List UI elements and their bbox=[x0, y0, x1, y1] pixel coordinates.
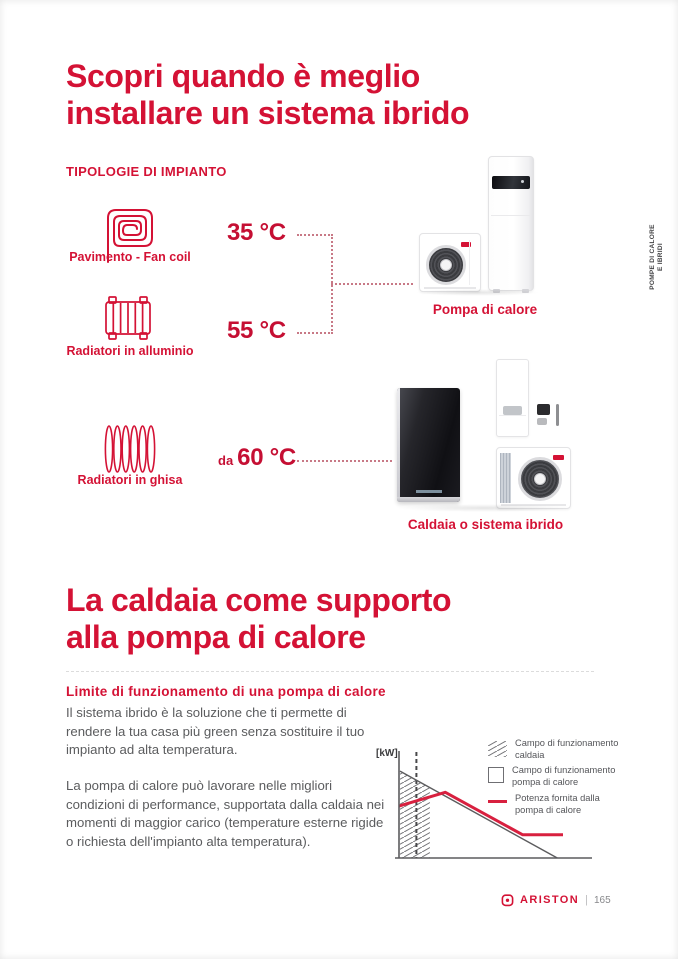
connector-line-to-heat-pump bbox=[331, 283, 413, 285]
display-dot bbox=[521, 180, 524, 183]
sensor-accessory bbox=[556, 404, 559, 426]
impianto-row-label: Pavimento - Fan coil bbox=[69, 250, 191, 264]
temperature-prefix: da bbox=[218, 453, 234, 468]
hybrid-outdoor-unit-image bbox=[496, 447, 571, 509]
side-tab-pompe-di-calore bbox=[649, 197, 665, 317]
temperature-value: 35 °C bbox=[227, 219, 286, 246]
fan-hub bbox=[440, 259, 452, 271]
temperature-value: 55 °C bbox=[227, 317, 286, 344]
aluminum-radiator-icon bbox=[102, 294, 154, 342]
side-tab-line2: E IBRIDI bbox=[657, 242, 664, 272]
section2-title-line1: La caldaia come supporto bbox=[66, 582, 452, 618]
product-shadow bbox=[415, 289, 540, 296]
red-line-swatch-icon bbox=[488, 800, 507, 803]
boiler-display bbox=[503, 406, 523, 415]
impianto-row-label: Radiatori in ghisa bbox=[77, 473, 183, 487]
section2-heading: Limite di funzionamento di una pompa di calore bbox=[66, 684, 386, 699]
page-number: 165 bbox=[593, 894, 611, 906]
legend-row bbox=[488, 765, 630, 788]
ariston-logo-icon bbox=[501, 893, 514, 907]
display-strip bbox=[492, 176, 530, 189]
chart-y-axis-label: [kW] bbox=[376, 748, 398, 759]
brand-name: ARISTON bbox=[520, 894, 580, 906]
tipologie-heading: TIPOLOGIE DI IMPIANTO bbox=[66, 164, 227, 179]
page-title-line2: installare un sistema ibrido bbox=[66, 95, 470, 131]
legend-row bbox=[488, 793, 619, 816]
boiler-display bbox=[416, 490, 442, 493]
boiler-edge bbox=[397, 388, 400, 502]
fan-grille bbox=[426, 245, 466, 285]
legend-label: Potenza fornita dalla pompa di calore bbox=[515, 793, 600, 815]
panel-seam bbox=[499, 415, 526, 416]
thermostat-accessory bbox=[537, 418, 547, 425]
footer-separator: | bbox=[585, 894, 588, 906]
cast-iron-radiator-icon bbox=[101, 422, 159, 476]
square-swatch-icon bbox=[488, 767, 504, 783]
connector-line-60c bbox=[297, 460, 392, 462]
side-tab-line1: POMPE DI CALORE bbox=[649, 224, 656, 290]
paragraph-2: La pompa di calore può lavorare nelle migliori condizioni di performance, supportata dalla caldaia nei momenti di maggior carico (temperature esterne rigide o richiesta dell'impianto alta temperatura). bbox=[66, 778, 385, 849]
wall-boiler-image bbox=[496, 359, 529, 437]
hatch-swatch-icon bbox=[488, 741, 507, 757]
black-boiler-image bbox=[397, 388, 460, 502]
page-title-line1: Scopri quando è meglio bbox=[66, 58, 420, 94]
impianto-row-label: Radiatori in alluminio bbox=[66, 344, 194, 358]
section-divider bbox=[66, 671, 594, 672]
thermostat-accessory bbox=[537, 404, 550, 415]
boiler-base bbox=[397, 497, 460, 502]
brand-badge bbox=[553, 455, 564, 460]
fan-hub bbox=[534, 473, 546, 485]
fan-grille bbox=[518, 457, 562, 501]
boiler-label: Caldaia o sistema ibrido bbox=[407, 517, 564, 532]
footer bbox=[501, 893, 611, 907]
page-title bbox=[66, 58, 469, 132]
heat-pump-outdoor-unit-image bbox=[419, 233, 481, 292]
heat-pump-label: Pompa di calore bbox=[432, 302, 538, 317]
side-fins bbox=[500, 453, 511, 503]
product-shadow bbox=[395, 504, 575, 512]
connector-line-35c bbox=[297, 234, 333, 236]
temperature-value: da 60 °C bbox=[218, 444, 296, 471]
legend-row bbox=[488, 738, 633, 761]
heat-pump-indoor-unit-image bbox=[488, 156, 534, 291]
panel-seam bbox=[469, 240, 470, 285]
section2-title bbox=[66, 582, 451, 656]
connector-line-55c bbox=[297, 332, 333, 334]
boiler-operating-region bbox=[400, 771, 430, 858]
legend-label: Campo di funzionamento pompa di calore bbox=[512, 765, 616, 787]
legend-label: Campo di funzionamento caldaia bbox=[515, 738, 619, 760]
section2-title-line2: alla pompa di calore bbox=[66, 619, 366, 655]
panel-seam bbox=[491, 215, 531, 216]
paragraph-1: Il sistema ibrido è la soluzione che ti permette di rendere la tua casa più green senza sostituire il tuo impianto ad alta temperatura. bbox=[66, 705, 365, 757]
